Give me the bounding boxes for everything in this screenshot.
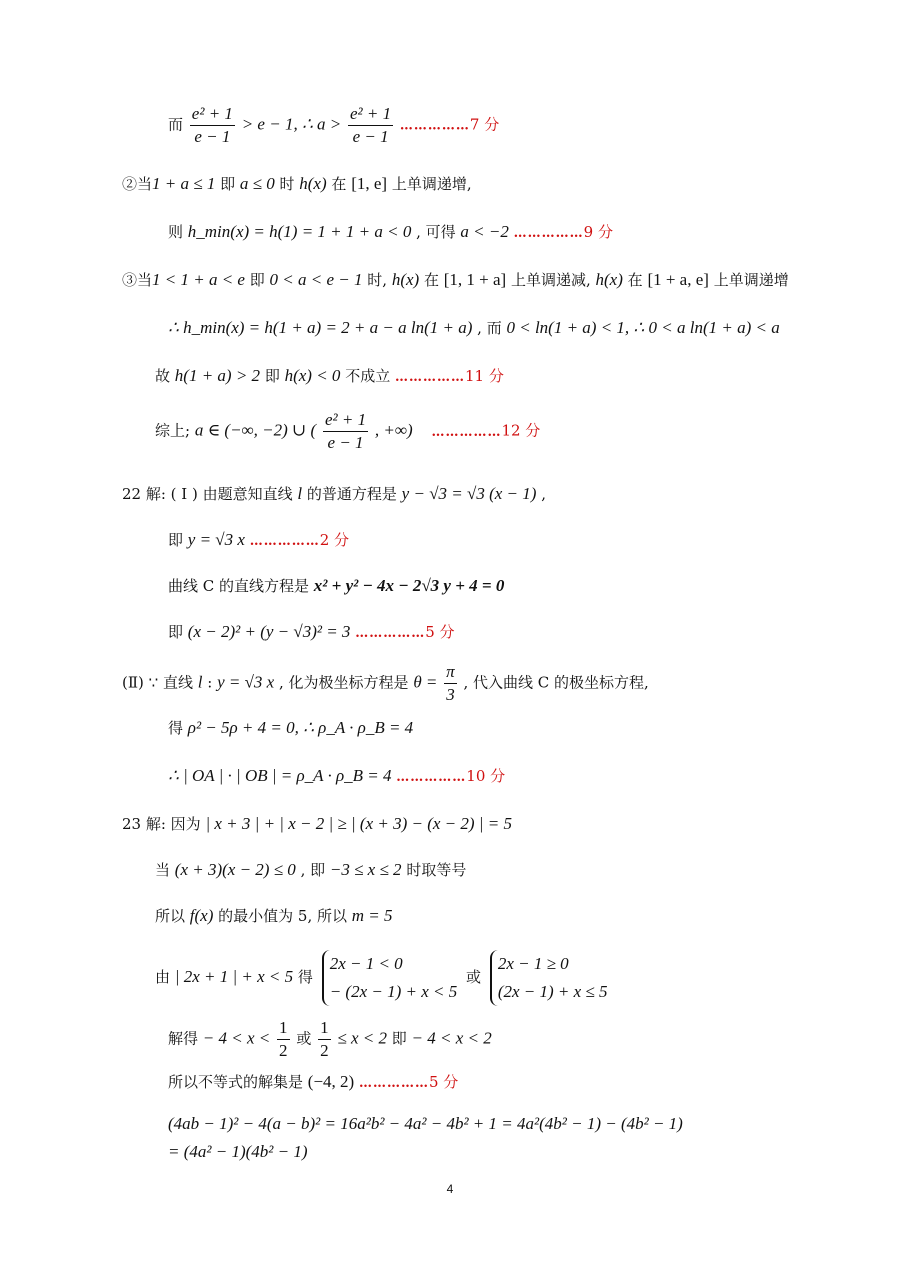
math-expr: h(x) [391, 270, 420, 289]
text: 在 [622, 271, 648, 289]
text: : [202, 673, 218, 692]
frac-num: e² + 1 [323, 410, 368, 432]
inequality-system-1 [322, 950, 458, 1006]
fraction-half [318, 1018, 331, 1061]
frac-num: e² + 1 [190, 104, 235, 126]
score-label: 5 分 [428, 1073, 459, 1091]
math-expr: ρ² − 5ρ + 4 = 0, ∴ ρ_A · ρ_B = 4 [187, 718, 414, 737]
math-expr: x² + y² − 4x − 2√3 y + 4 = 0 [313, 576, 505, 595]
line-11 [168, 622, 455, 644]
line-4 [122, 270, 789, 290]
line-7 [155, 410, 540, 453]
text: , 可得 [411, 223, 461, 241]
leader-dots: …………… [399, 118, 470, 134]
text: 得 [293, 968, 318, 986]
line-9 [168, 530, 349, 552]
text: 的普通方程是 [302, 485, 402, 503]
frac-num: e² + 1 [348, 104, 393, 126]
frac-den: 3 [446, 685, 455, 704]
math-expr: | 2x + 1 | + x < 5 [174, 967, 294, 986]
line-10 [168, 576, 504, 596]
math-expr: ≤ x < 2 [337, 1028, 387, 1048]
leader-dots: …………… [513, 226, 584, 241]
line-8 [122, 484, 546, 504]
line-13 [168, 718, 413, 738]
system-row: 2x − 1 ≥ 0 [497, 954, 569, 973]
frac-num: π [444, 662, 457, 684]
text: 则 [168, 223, 188, 241]
math-expr: h(1 + a) > 2 [174, 366, 261, 385]
math-expr: (x + 3)(x − 2) ≤ 0 [174, 860, 296, 879]
math-expr: = (4a² − 1)(4b² − 1) [168, 1142, 308, 1161]
fraction [444, 662, 457, 705]
line-22 [168, 1142, 308, 1162]
leader-dots: …………… [396, 770, 467, 785]
line-6 [155, 366, 504, 388]
math-expr: θ = [413, 672, 438, 692]
text: 或 [466, 968, 486, 986]
text: , 即 [295, 861, 330, 879]
line-5 [168, 318, 780, 338]
score-label: 9 分 [583, 223, 613, 241]
line-21 [168, 1114, 683, 1134]
line-16 [155, 860, 466, 880]
score-label: 10 分 [466, 767, 506, 785]
system-row: 2x − 1 < 0 [329, 954, 403, 973]
math-expr: ∴ h_min(x) = h(1 + a) = 2 + a − a ln(1 + a) [168, 318, 473, 337]
text: 即 [244, 271, 270, 289]
text: 即 [260, 367, 285, 385]
text: 得 [168, 719, 188, 737]
math-expr: (−4, 2) [307, 1072, 355, 1091]
text: 即 [215, 175, 240, 193]
leader-dots: …………… [395, 370, 465, 385]
math-expr: 0 < a < e − 1 [269, 270, 363, 289]
fraction [323, 410, 368, 453]
text: 时 [274, 175, 300, 193]
text: 由 [155, 968, 175, 986]
text: 上单调递增 [708, 271, 789, 289]
text: 曲线 C 的直线方程是 [168, 577, 314, 595]
text: 在 [419, 271, 444, 289]
math-expr: h(x) < 0 [284, 366, 341, 385]
system-row: (2x − 1) + x ≤ 5 [497, 982, 608, 1001]
math-expr: − 4 < x < 2 [411, 1028, 492, 1048]
text: 或 [296, 1029, 317, 1048]
text: 故 [155, 367, 175, 385]
text: 解: 因为 [141, 815, 206, 833]
text: 解得 [168, 1029, 203, 1048]
math-expr: [1, e] [351, 174, 388, 193]
line-19 [168, 1018, 492, 1061]
line-1 [168, 104, 499, 147]
score-label: 11 分 [465, 367, 504, 385]
math-expr: , +∞) [374, 420, 413, 440]
math-expr: m = 5 [351, 906, 393, 925]
problem-number: 22 [122, 485, 142, 503]
math-expr: 1 < 1 + a < e [152, 270, 245, 289]
text: 即 [168, 623, 188, 641]
score-label: 5 分 [425, 623, 455, 641]
frac-num: 1 [277, 1018, 290, 1040]
math-expr: y − √3 = √3 (x − 1) [401, 484, 537, 503]
line-3 [168, 222, 613, 244]
math-expr: −3 ≤ x ≤ 2 [329, 860, 402, 879]
case-marker: ③当 [122, 271, 153, 289]
leader-dots: …………… [355, 626, 426, 641]
line-17 [155, 906, 393, 926]
frac-den: e − 1 [352, 127, 389, 146]
text: 的最小值为 5, 所以 [213, 907, 352, 925]
fraction-1 [190, 104, 235, 147]
problem-number: 23 [122, 815, 142, 833]
page-number: 4 [446, 1182, 454, 1196]
text: 当 [155, 861, 175, 879]
math-expr: > e − 1, ∴ a > [241, 114, 342, 134]
fraction-half [277, 1018, 290, 1061]
frac-num: 1 [318, 1018, 331, 1040]
math-expr: a ∈ (−∞, −2) ∪ ( [194, 420, 317, 440]
math-expr: | x + 3 | + | x − 2 | ≥ | (x + 3) − (x − 2) | = 5 [205, 814, 512, 833]
math-var: l [197, 672, 203, 692]
leader-dots: …………… [249, 534, 320, 549]
math-expr: h(x) [299, 174, 327, 193]
text: 所以 [155, 907, 190, 925]
math-expr: h_min(x) = h(1) = 1 + 1 + a < 0 [187, 222, 412, 241]
text: 上单调递减, [506, 271, 596, 289]
text: 解: ( Ⅰ ) 由题意知直线 [141, 485, 298, 503]
fraction-2 [348, 104, 393, 147]
inequality-system-2 [490, 950, 608, 1006]
score-label: 12 分 [501, 421, 541, 440]
text: , [536, 485, 546, 503]
line-12 [122, 662, 649, 705]
text: 时取等号 [401, 861, 467, 879]
math-expr: [1 + a, e] [647, 270, 709, 289]
line-18 [155, 950, 612, 1006]
math-expr: a < −2 [460, 222, 509, 241]
text: , 而 [472, 319, 507, 337]
text: 时, [362, 271, 392, 289]
score-label: 7 分 [469, 115, 500, 134]
case-marker: ②当 [122, 175, 153, 193]
math-expr: y = √3 x [187, 530, 245, 549]
leader-dots: …………… [358, 1076, 429, 1091]
math-expr: h(x) [595, 270, 623, 289]
text: , 代入曲线 C 的极坐标方程, [463, 673, 649, 692]
text: (Ⅱ) ∵ 直线 [122, 673, 198, 692]
system-row: − (2x − 1) + x < 5 [329, 982, 458, 1001]
frac-den: e − 1 [327, 433, 364, 452]
math-expr: − 4 < x < [202, 1028, 271, 1048]
text: , 化为极坐标方程是 [274, 673, 414, 692]
frac-den: 2 [279, 1041, 288, 1060]
math-expr: (4ab − 1)² − 4(a − b)² = 16a²b² − 4a² − 4b² + 1 = 4a²(4b² − 1) − (4b² − 1) [168, 1114, 683, 1133]
math-expr: ∴ | OA | · | OB | = ρ_A · ρ_B = 4 [168, 766, 392, 785]
math-expr: [1, 1 + a] [443, 270, 507, 289]
text: 不成立 [340, 367, 391, 385]
math-var: l [297, 484, 303, 503]
text: 在 [326, 175, 352, 193]
line-20 [168, 1072, 458, 1094]
math-expr: 1 + a ≤ 1 [152, 174, 216, 193]
line-14 [168, 766, 505, 788]
math-expr: y = √3 x [217, 672, 275, 692]
line-15 [122, 814, 512, 834]
frac-den: 2 [320, 1041, 329, 1060]
text: 综上; [155, 421, 195, 440]
math-expr: f(x) [189, 906, 214, 925]
score-label: 2 分 [319, 531, 350, 549]
frac-den: e − 1 [194, 127, 231, 146]
text: 所以不等式的解集是 [168, 1073, 308, 1091]
text-er: 而 [168, 115, 184, 134]
text: 即 [168, 531, 188, 549]
math-expr: 0 < ln(1 + a) < 1, ∴ 0 < a ln(1 + a) < a [506, 318, 780, 337]
text: 即 [386, 1029, 412, 1048]
text: 上单调递增, [387, 175, 472, 193]
math-expr: a ≤ 0 [239, 174, 275, 193]
leader-dots: …………… [431, 424, 502, 440]
math-expr: (x − 2)² + (y − √3)² = 3 [187, 622, 351, 641]
line-2 [122, 174, 472, 194]
